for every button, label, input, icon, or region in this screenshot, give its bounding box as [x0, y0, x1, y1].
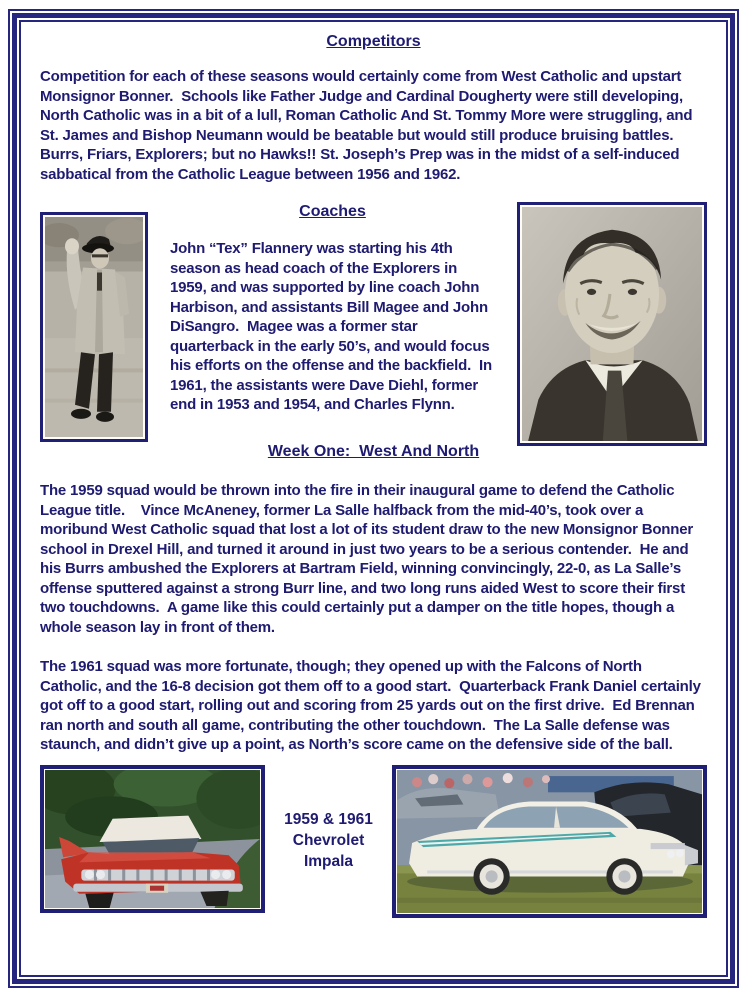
car-caption-line-3: Impala — [303, 852, 354, 870]
coach-sideline-illustration — [45, 217, 143, 437]
chevy-1959-illustration — [45, 770, 260, 908]
page-content — [21, 22, 726, 975]
page-frame-middle — [12, 13, 735, 984]
car-caption-line-1: 1959 & 1961 — [284, 810, 373, 828]
heading-week-one: Week One: West And North — [267, 443, 480, 460]
paragraph-week-one-1959: The 1959 squad would be thrown into the fire in their inaugural game to defend the Catholic League title. Vince McAneney, former La Salle halfback from the mid-40’s, took over a moribund West Catholic squad that lost a lot of its student draw to the new Monsignor Bonner school in Drexel Hill, and turned it around in just two years to be a serious contender. He and his Burrs ambushed the Explorers at Bartram Field, winning convincingly, 22-0, as La Salle’s offense sputtered against a strong Burr line, and two long runs aided West to score their first two touchdowns. A game like this could certainly put a damper on the title hopes, though a whole season lay in front of them. — [40, 482, 697, 636]
cars-section — [40, 765, 707, 918]
coach-portrait-photo — [517, 202, 707, 446]
chevy-1959-photo — [40, 765, 265, 913]
heading-coaches: Coaches — [299, 203, 366, 220]
paragraph-coaches: John “Tex” Flannery was starting his 4th season as head coach of the Explorers in 1959, and was supported by line coach John Harbison, and assistants Bill Magee and John DiSangro. Magee was a former star quarterback in the early 50’s, and would focus his efforts on the offense and the backfield. In 1961, the assistants were Dave Diehl, former end in 1953 and 1954, and Charles Flynn. — [170, 240, 496, 413]
paragraph-competitors: Competition for each of these seasons would certainly come from West Catholic and upstart Monsignor Bonner. Schools like Father Judge and Cardinal Dougherty were still developing, North Catholic was in a bit of a lull, Roman Catholic And St. Tommy More were struggling, and St. James and Bishop Neumann would be beatable but would still produce bruising battles. Burrs, Friars, Explorers; but no Hawks!! St. Joseph’s Prep was in the midst of a self-induced sabbatical from the Catholic League between 1956 and 1962. — [40, 68, 697, 183]
page-frame-inner — [19, 20, 728, 977]
heading-competitors: Competitors — [326, 33, 421, 50]
coach-sideline-photo — [40, 212, 148, 442]
car-caption-line-2: Chevrolet — [292, 831, 365, 849]
page-frame-outer — [8, 9, 739, 988]
car-caption — [265, 765, 392, 872]
chevy-1961-illustration — [397, 770, 702, 913]
coaches-text-column — [148, 202, 517, 415]
chevy-1961-photo — [392, 765, 707, 918]
paragraph-week-one-1961: The 1961 squad was more fortunate, though; they opened up with the Falcons of North Catholic, and the 16-8 decision got them off to a good start. Quarterback Frank Daniel certainly got off to a good start, rolling out and scoring from 25 yards out on the first drive. Ed Brennan ran north and south all game, contributing the other touchdown. The La Salle defense was staunch, and didn’t give up a point, as North’s score came on the defensive side of the ball. — [40, 658, 705, 753]
coach-portrait-illustration — [522, 207, 702, 441]
coaches-section — [40, 202, 707, 446]
